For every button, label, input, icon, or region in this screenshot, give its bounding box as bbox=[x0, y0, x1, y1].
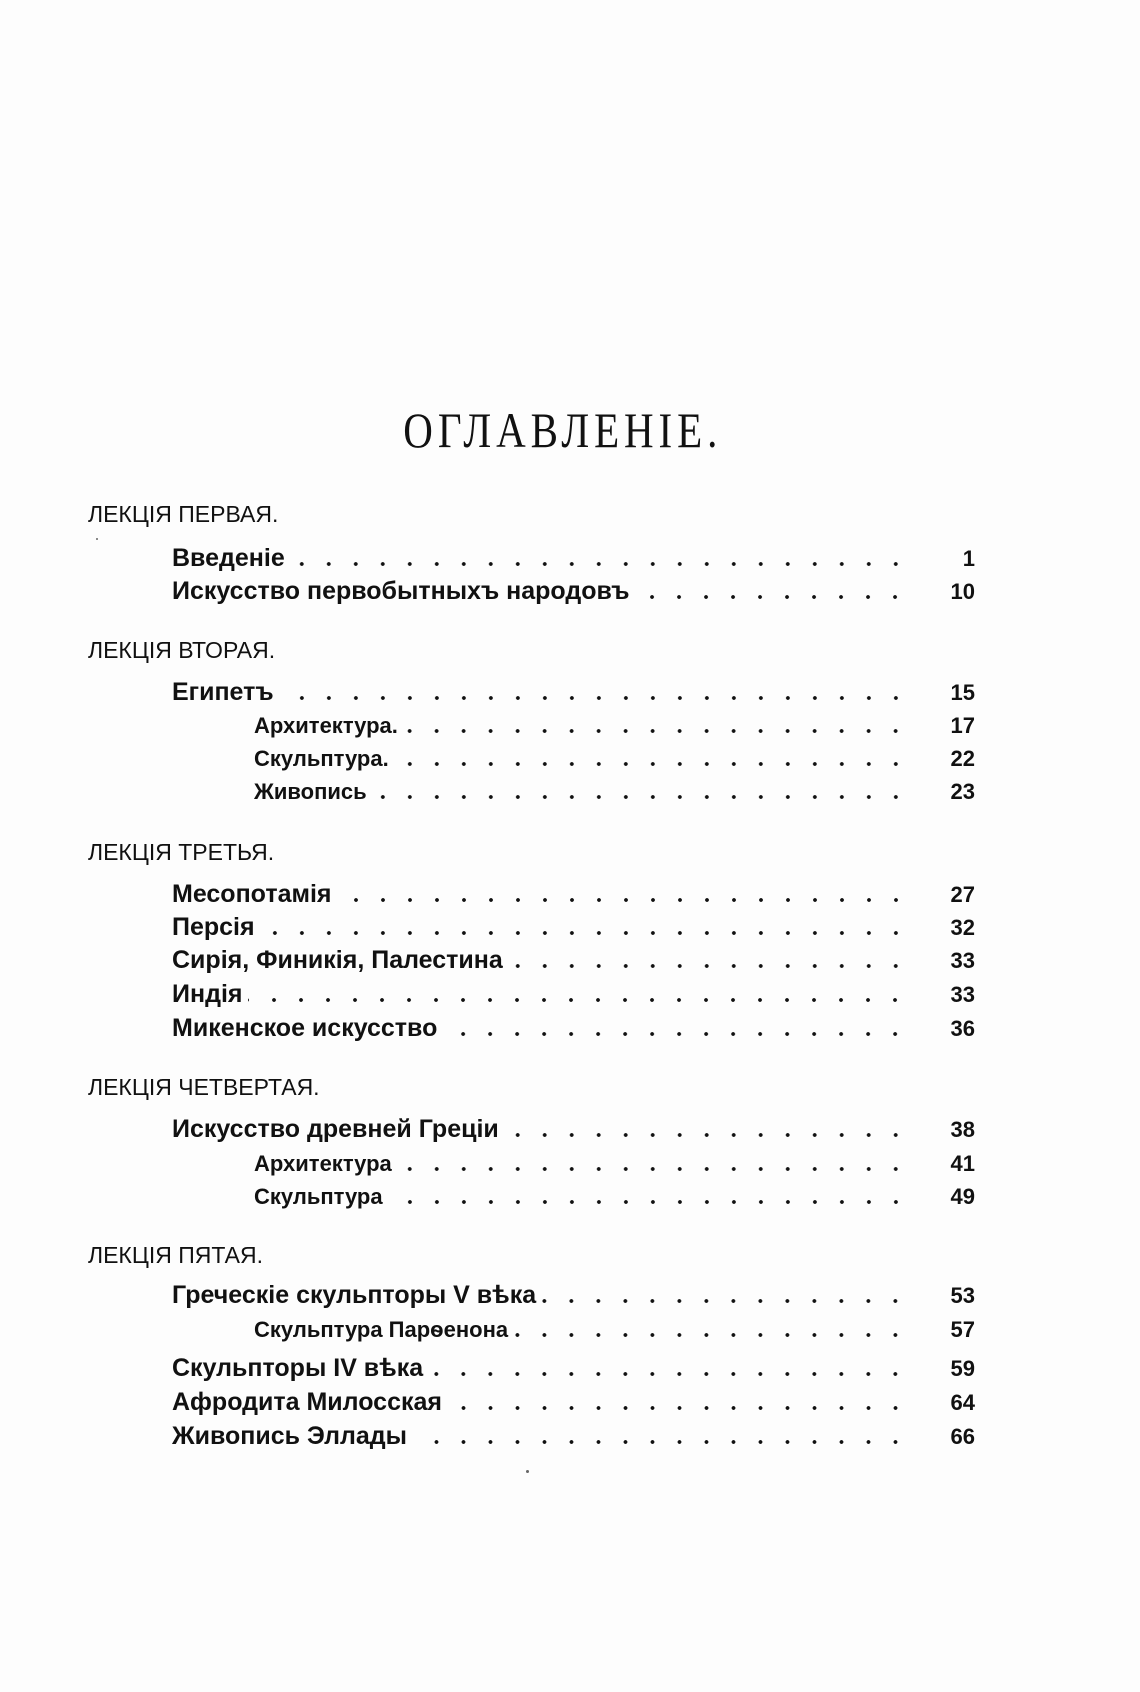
toc-entry[interactable] bbox=[172, 576, 975, 607]
toc-entry-label: Греческіе скульпторы V вѣка bbox=[172, 1281, 537, 1309]
toc-entry[interactable] bbox=[172, 1013, 975, 1044]
print-speck bbox=[526, 1470, 529, 1473]
toc-entry[interactable] bbox=[254, 777, 975, 807]
toc-entry-page: 64 bbox=[950, 1390, 975, 1415]
dot-leader bbox=[291, 561, 909, 567]
toc-entry-page: 36 bbox=[950, 1016, 975, 1041]
toc-entry[interactable] bbox=[254, 711, 975, 741]
toc-entry-label: Месопотамія bbox=[172, 880, 332, 908]
dot-leader bbox=[413, 1439, 909, 1445]
lecture-heading: ЛЕКЦІЯ ПЯТАЯ. bbox=[88, 1242, 264, 1268]
print-speck bbox=[96, 538, 98, 540]
toc-entry-label: Персія bbox=[172, 913, 255, 941]
toc-entry[interactable] bbox=[254, 744, 975, 774]
toc-entry[interactable] bbox=[172, 1280, 975, 1311]
toc-entry[interactable] bbox=[172, 1114, 975, 1145]
toc-entry-label: Живопись Эллады bbox=[172, 1422, 408, 1450]
dot-leader bbox=[280, 695, 909, 701]
page-title: ОГЛАВЛЕНІЕ. bbox=[403, 402, 723, 458]
toc-entry-page: 59 bbox=[950, 1356, 975, 1381]
dot-leader bbox=[429, 1371, 909, 1377]
toc-entry[interactable] bbox=[172, 979, 975, 1010]
toc-entry-label: Скульпторы IV вѣка bbox=[172, 1354, 424, 1382]
lecture-heading: ЛЕКЦІЯ ВТОРАЯ. bbox=[88, 637, 276, 663]
toc-entry[interactable] bbox=[172, 1387, 975, 1418]
toc-entry-page: 49 bbox=[950, 1184, 975, 1209]
dot-leader bbox=[398, 1166, 909, 1172]
toc-entry-label: Египетъ bbox=[172, 678, 274, 706]
lecture-heading: ЛЕКЦІЯ ПЕРВАЯ. bbox=[88, 501, 279, 527]
toc-entry-page: 32 bbox=[950, 915, 975, 940]
toc-entry[interactable] bbox=[172, 912, 975, 943]
dot-leader bbox=[514, 1332, 909, 1338]
toc-entry[interactable] bbox=[172, 945, 975, 976]
toc-entry-label: Скульптура Парѳенона bbox=[254, 1317, 509, 1342]
toc-entry-label: Архитектура. bbox=[254, 713, 398, 738]
toc-entry[interactable] bbox=[172, 1353, 975, 1384]
lecture-heading: ЛЕКЦІЯ ТРЕТЬЯ. bbox=[88, 839, 275, 865]
toc-entry-label: Индія bbox=[172, 980, 243, 1008]
toc-entry-page: 38 bbox=[950, 1117, 975, 1142]
dot-leader bbox=[404, 728, 909, 734]
lecture-heading: ЛЕКЦІЯ ЧЕТВЕРТАЯ. bbox=[88, 1074, 320, 1100]
toc-entry-page: 41 bbox=[950, 1151, 975, 1176]
dot-leader bbox=[373, 794, 909, 800]
toc-entry-label: Скульптура. bbox=[254, 746, 389, 771]
toc-entry[interactable] bbox=[172, 879, 975, 910]
toc-entry-label: Искусство первобытныхъ народовъ bbox=[172, 577, 630, 605]
dot-leader bbox=[505, 1132, 909, 1138]
toc-entry-page: 10 bbox=[950, 579, 975, 604]
toc-entry-label: Введеніе bbox=[172, 544, 285, 572]
dot-leader bbox=[509, 963, 909, 969]
toc-entry-page: 27 bbox=[950, 882, 975, 907]
dot-leader bbox=[389, 1199, 909, 1205]
dot-leader bbox=[248, 997, 909, 1003]
toc-entry-page: 66 bbox=[950, 1424, 975, 1449]
toc-entry[interactable] bbox=[172, 543, 975, 574]
toc-entry-label: Афродита Милосская bbox=[172, 1388, 442, 1416]
toc-entry-page: 33 bbox=[950, 982, 975, 1007]
dot-leader bbox=[635, 594, 909, 600]
dot-leader bbox=[542, 1298, 909, 1304]
toc-entry[interactable] bbox=[172, 677, 975, 708]
toc-entry-label: Живопись bbox=[254, 779, 367, 804]
dot-leader bbox=[338, 897, 910, 903]
toc-entry-page: 33 bbox=[950, 948, 975, 973]
toc-entry-page: 15 bbox=[950, 680, 975, 705]
toc-entry-label: Архитектура bbox=[254, 1151, 392, 1176]
toc-entry-page: 53 bbox=[950, 1283, 975, 1308]
toc-entry[interactable] bbox=[254, 1315, 975, 1345]
toc-entry-label: Искусство древней Греціи bbox=[172, 1115, 499, 1143]
dot-leader bbox=[261, 930, 909, 936]
dot-leader bbox=[395, 761, 909, 767]
toc-entry-page: 1 bbox=[962, 546, 975, 571]
dot-leader bbox=[443, 1031, 909, 1037]
toc-entry-page: 17 bbox=[950, 713, 975, 738]
toc-entry[interactable] bbox=[172, 1421, 975, 1452]
dot-leader bbox=[448, 1405, 909, 1411]
toc-entry-page: 23 bbox=[950, 779, 975, 804]
toc-entry-page: 57 bbox=[950, 1317, 975, 1342]
toc-entry-page: 22 bbox=[950, 746, 975, 771]
toc-entry-label: Скульптура bbox=[254, 1184, 383, 1209]
toc-entry-label: Микенское искусство bbox=[172, 1014, 438, 1042]
toc-entry[interactable] bbox=[254, 1149, 975, 1179]
toc-entry[interactable] bbox=[254, 1182, 975, 1212]
toc-entry-label: Сирія, Финикія, Палестина bbox=[172, 946, 503, 974]
